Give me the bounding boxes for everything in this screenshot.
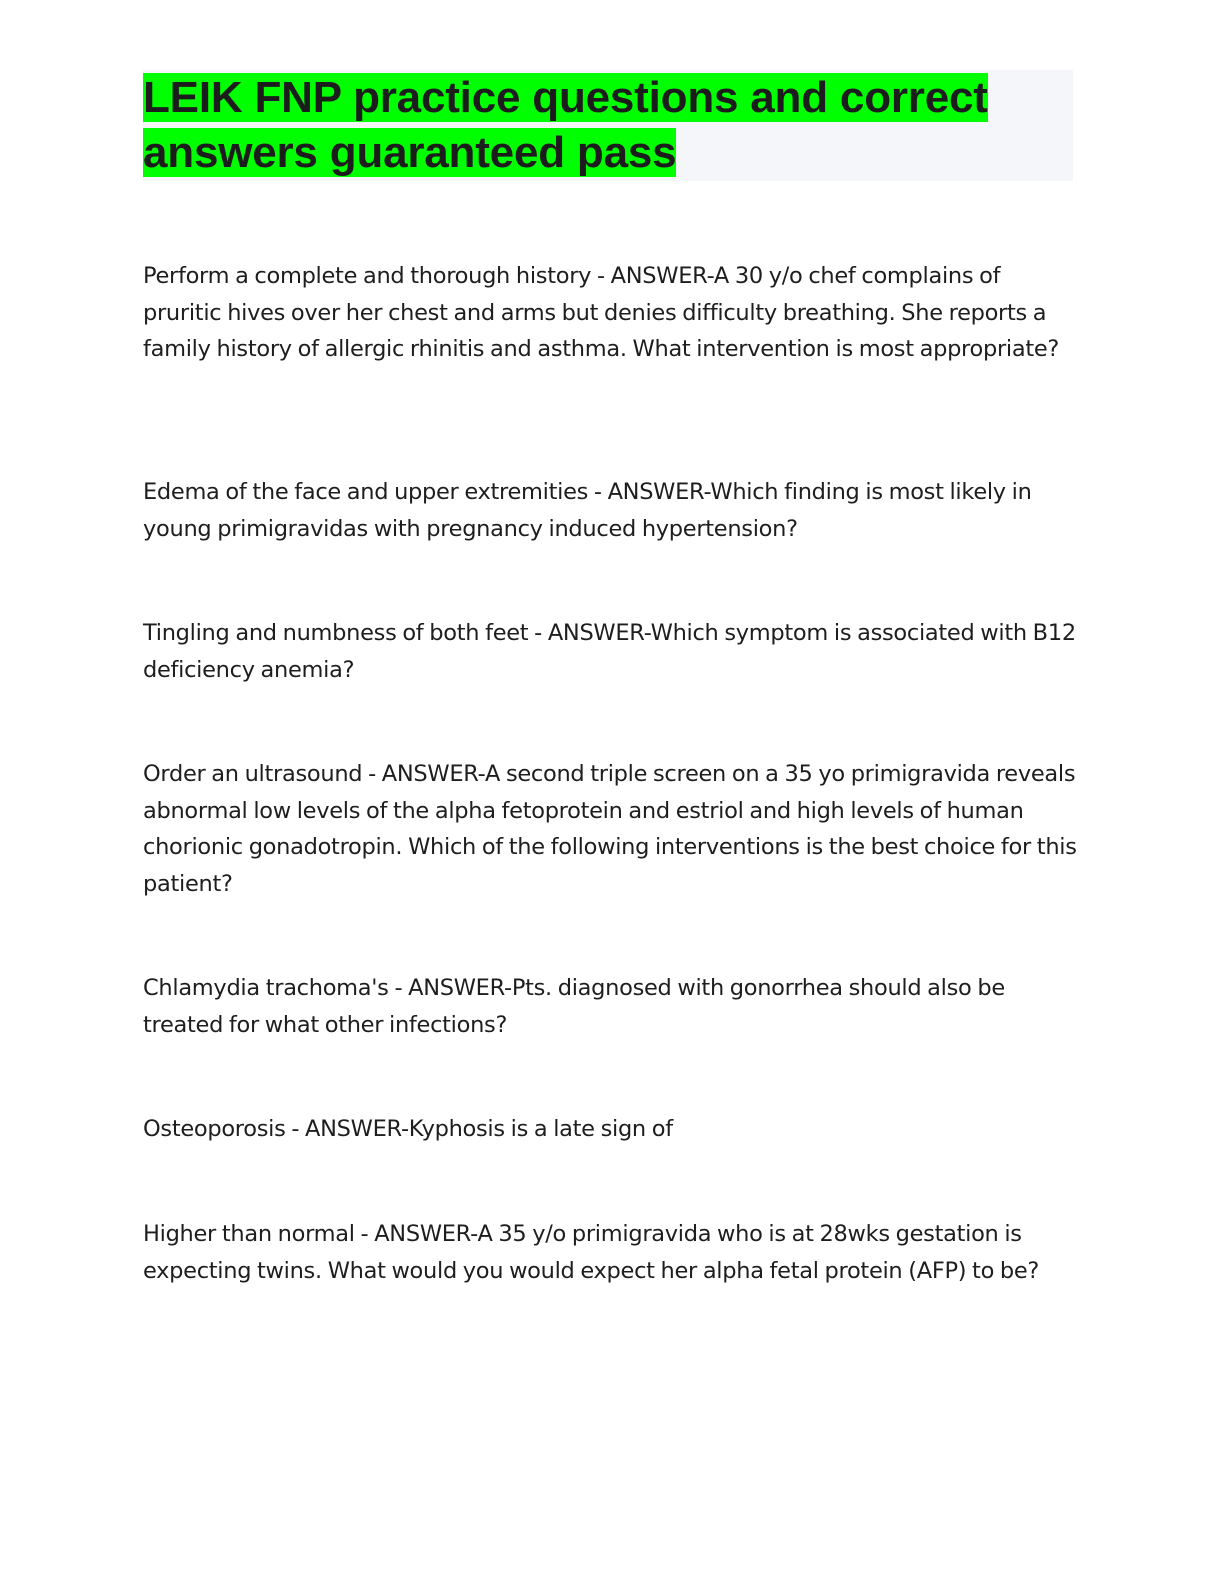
qa-entry-2 xyxy=(143,474,1083,547)
entry-separator: - ANSWER- xyxy=(388,975,512,1001)
entry-answer: Order an ultrasound xyxy=(143,761,363,787)
entry-answer: Higher than normal xyxy=(143,1221,355,1247)
entry-question: Which symptom is associated with B12 deficiency anemia? xyxy=(143,620,1076,683)
qa-entry-5 xyxy=(143,970,1083,1043)
entry-answer: Osteoporosis xyxy=(143,1116,286,1142)
entry-separator: - ANSWER- xyxy=(285,1116,409,1142)
entry-question: A 35 y/o primigravida who is at 28wks gestation is expecting twins. What would you would expect her alpha fetal protein (AFP) to be? xyxy=(143,1221,1040,1284)
qa-entry-6 xyxy=(143,1111,1083,1148)
entry-separator: - ANSWER- xyxy=(591,263,714,289)
title-highlight: LEIK FNP practice questions and correct answers guaranteed pass xyxy=(143,73,988,177)
entry-answer: Perform a complete and thorough history xyxy=(143,263,592,289)
entry-question: A 30 y/o chef complains of pruritic hives over her chest and arms but denies difficulty breathing. She reports a family history of allergic rhinitis and asthma. What intervention is most appropriate? xyxy=(143,263,1060,362)
entry-question: Kyphosis is a late sign of xyxy=(408,1116,673,1142)
qa-entry-1 xyxy=(143,258,1083,368)
entry-separator: - ANSWER- xyxy=(528,620,651,646)
entry-question: Which finding is most likely in young primigravidas with pregnancy induced hypertension? xyxy=(143,479,1032,542)
entry-question: Pts. diagnosed with gonorrhea should also be treated for what other infections? xyxy=(143,975,1005,1038)
entry-answer: Chlamydia trachoma's xyxy=(143,975,389,1001)
document-title xyxy=(143,70,1073,180)
entry-answer: Edema of the face and upper extremities xyxy=(143,479,589,505)
entry-separator: - ANSWER- xyxy=(362,761,486,787)
entry-answer: Tingling and numbness of both feet xyxy=(143,620,529,646)
entry-separator: - ANSWER- xyxy=(354,1221,478,1247)
title-block xyxy=(143,70,1073,181)
qa-entry-7 xyxy=(143,1216,1083,1289)
qa-entry-3 xyxy=(143,615,1083,688)
entry-separator: - ANSWER- xyxy=(588,479,711,505)
qa-entry-4 xyxy=(143,756,1083,902)
entry-question: A second triple screen on a 35 yo primigravida reveals abnormal low levels of the alpha fetoprotein and estriol and high levels of human chorionic gonadotropin. Which of the following interventions is the best choice for this patient? xyxy=(143,761,1077,897)
